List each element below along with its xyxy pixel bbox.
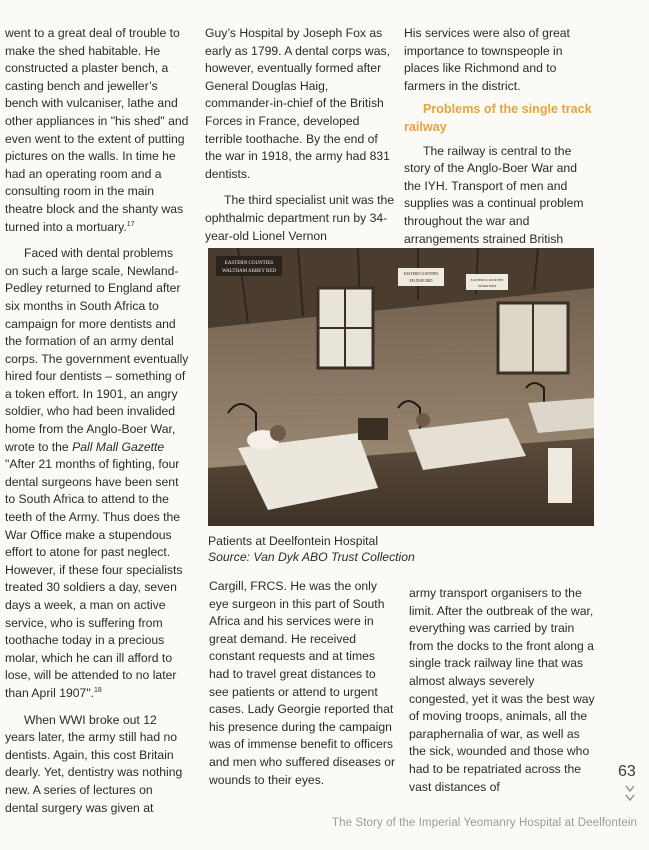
publication-title: Pall Mall Gazette	[72, 439, 165, 454]
paragraph: Cargill, FRCS. He was the only eye surgeon in this part of South Africa and his services were in great demand. He received constant requests and at times had to travel great distances to see patients or attend to urgent cases. Lady Georgie reported that his presence during the campaign was of immense benefit to officers and men who suffered diseases or wounds to their eyes.	[209, 579, 396, 787]
page-number: 63	[618, 763, 636, 780]
ward-sign-text: WALTHAM ABBEY BED	[221, 269, 277, 274]
paragraph: went to a great deal of trouble to make the shed habitable. He constructed a plaster bench, a casting bench and jeweller’s bench with vulcaniser, lathe and other appliances in "his shed" and even went to the extent of putting pictures on the walls. In time he had an operating room and a consulting room in the main theatre block and the shanty was turned into a mortuary.$^{17}$	[5, 26, 189, 234]
running-footer: The Story of the Imperial Yeomanry Hospital at Deelfontein	[332, 817, 637, 829]
caption-title: Patients at Deelfontein Hospital	[208, 534, 379, 548]
paragraph: Guy’s Hospital by Joseph Fox as early as 1799. A dental corps was, however, eventually formed after General Douglas Haig, commander-in-chief of the British Forces in France, developed terrible toothache. By the end of the war in 1918, the army had 831 dentists.	[205, 26, 390, 181]
ward-sign-text: EASTERN COUNTIES	[470, 278, 504, 282]
paragraph: Faced with dental problems on such a large scale, Newland-Pedley returned to England after six months in South Africa to campaign for more dentists and the formation of an army dental corps. The government eventually hired four dentists – something of a token effort. In 1901, an angry soldier, who had been invalided home from the Anglo-Boer War, wrote to the Pall Mall Gazette "After 21 months of fighting, four dental surgeons have been sent to South Africa to attend to the teeth of the Army. Thus does the War Office make a stupendous effort to atone for past neglect. However, if these four specialists treated 30 soldiers a day, seven days a week, a man on active service, who is suffering from toothache today in a precious molar, which he can ill afford to lose, will be attended to no later than April 1907".$^{18}$	[5, 246, 189, 700]
text-column-left	[5, 25, 189, 817]
ward-sign-text: EASTERN COUNTIES	[403, 272, 439, 276]
text-column-middle-top	[205, 25, 395, 245]
photo-caption	[208, 533, 594, 565]
ward-sign-text: FELIXOE BED	[409, 279, 433, 283]
text-column-right-bottom	[409, 585, 596, 796]
ward-sign-text: EASTERN COUNTIES	[224, 261, 274, 266]
paragraph: army transport organisers to the limit. After the outbreak of the war, everything was carried by train from the docks to the front along a single track railway line that was almost always severely congested, yet it was the best way of moving troops, animals, all the paraphernalia of war, as well as the sick, wounded and those who had to be repatriated across the vast distances of	[409, 586, 595, 794]
caption-source: Source: Van Dyk ABO Trust Collection	[208, 550, 415, 564]
text-column-middle-bottom	[209, 578, 396, 789]
paragraph: The railway is central to the story of the Anglo-Boer War and the IYH. Transport of men and supplies was a continual problem throughout the war and arrangements strained British	[404, 143, 584, 246]
hospital-ward-photo	[208, 248, 594, 526]
paragraph: His services were also of great importance to townspeople in places like Richmond and to farmers in the district.	[404, 26, 570, 93]
paragraph: The third specialist unit was the ophthalmic department run by 34-year-old Lionel Vernon	[205, 193, 395, 243]
paragraph: When WWI broke out 12 years later, the army still had no dentists. Again, this cost Britain dearly. Yet, dentistry was nothing new. A series of lectures on dental surgery was given at	[5, 712, 183, 815]
text-column-right-top	[404, 25, 594, 248]
footnote-ref: 18	[94, 686, 102, 694]
chevron-down-icon	[624, 784, 636, 804]
section-heading: Problems of the single track railway	[404, 102, 592, 134]
ward-sign-text: STORT BED	[477, 284, 497, 288]
footnote-ref: 17	[126, 220, 135, 228]
